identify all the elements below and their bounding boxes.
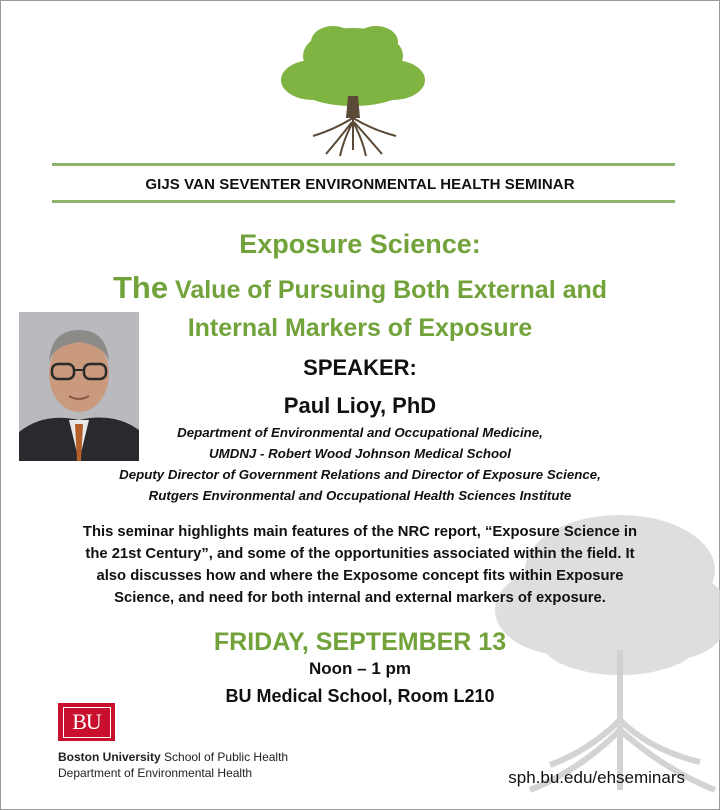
speaker-label: SPEAKER: (303, 355, 417, 380)
organization-name-rest: School of Public Health (160, 750, 289, 764)
seminar-url[interactable]: sph.bu.edu/ehseminars (508, 768, 685, 787)
description-line: also discusses how and where the Exposome concept fits within Exposure (96, 568, 624, 584)
description-line: the 21st Century”, and some of the opportunities associated within the field. It (85, 546, 635, 562)
description-line: Science, and need for both internal and external markers of exposure. (114, 590, 606, 606)
department-name: Department of Environmental Health (58, 766, 253, 780)
seminar-series-title: GIJS VAN SEVENTER ENVIRONMENTAL HEALTH SEMINAR (145, 176, 575, 193)
event-date: FRIDAY, SEPTEMBER 13 (213, 628, 507, 656)
header-divider (52, 200, 675, 203)
seminar-title-line-1: Exposure Science: (239, 229, 481, 259)
organization-name-bold: Boston University (58, 750, 161, 764)
description-line: This seminar highlights main features of the NRC report, “Exposure Science in (82, 524, 638, 540)
speaker-affiliation-line: Deputy Director of Government Relations and Director of Exposure Science, (119, 467, 601, 482)
top-divider (52, 163, 675, 166)
event-location: BU Medical School, Room L210 (225, 686, 495, 706)
speaker-affiliation-line: Rutgers Environmental and Occupational Health Sciences Institute (148, 488, 572, 503)
speaker-affiliation-line: Department of Environmental and Occupational Medicine, (177, 425, 543, 440)
seminar-title-line-2-rest: Value of Pursuing Both External and (175, 276, 608, 304)
seminar-description (40, 521, 680, 609)
bu-logo (58, 703, 115, 741)
seminar-title-line-3: Internal Markers of Exposure (187, 314, 533, 342)
organization-name (58, 750, 288, 764)
seminar-title-line-2 (0, 270, 720, 306)
event-time: Noon – 1 pm (308, 659, 411, 678)
speaker-name: Paul Lioy, PhD (283, 393, 437, 418)
bu-logo-text: BU (63, 707, 111, 738)
seminar-title-lead-word: The (112, 270, 169, 305)
speaker-affiliation-line: UMDNJ - Robert Wood Johnson Medical School (209, 446, 511, 461)
tree-logo-illustration (278, 18, 428, 160)
